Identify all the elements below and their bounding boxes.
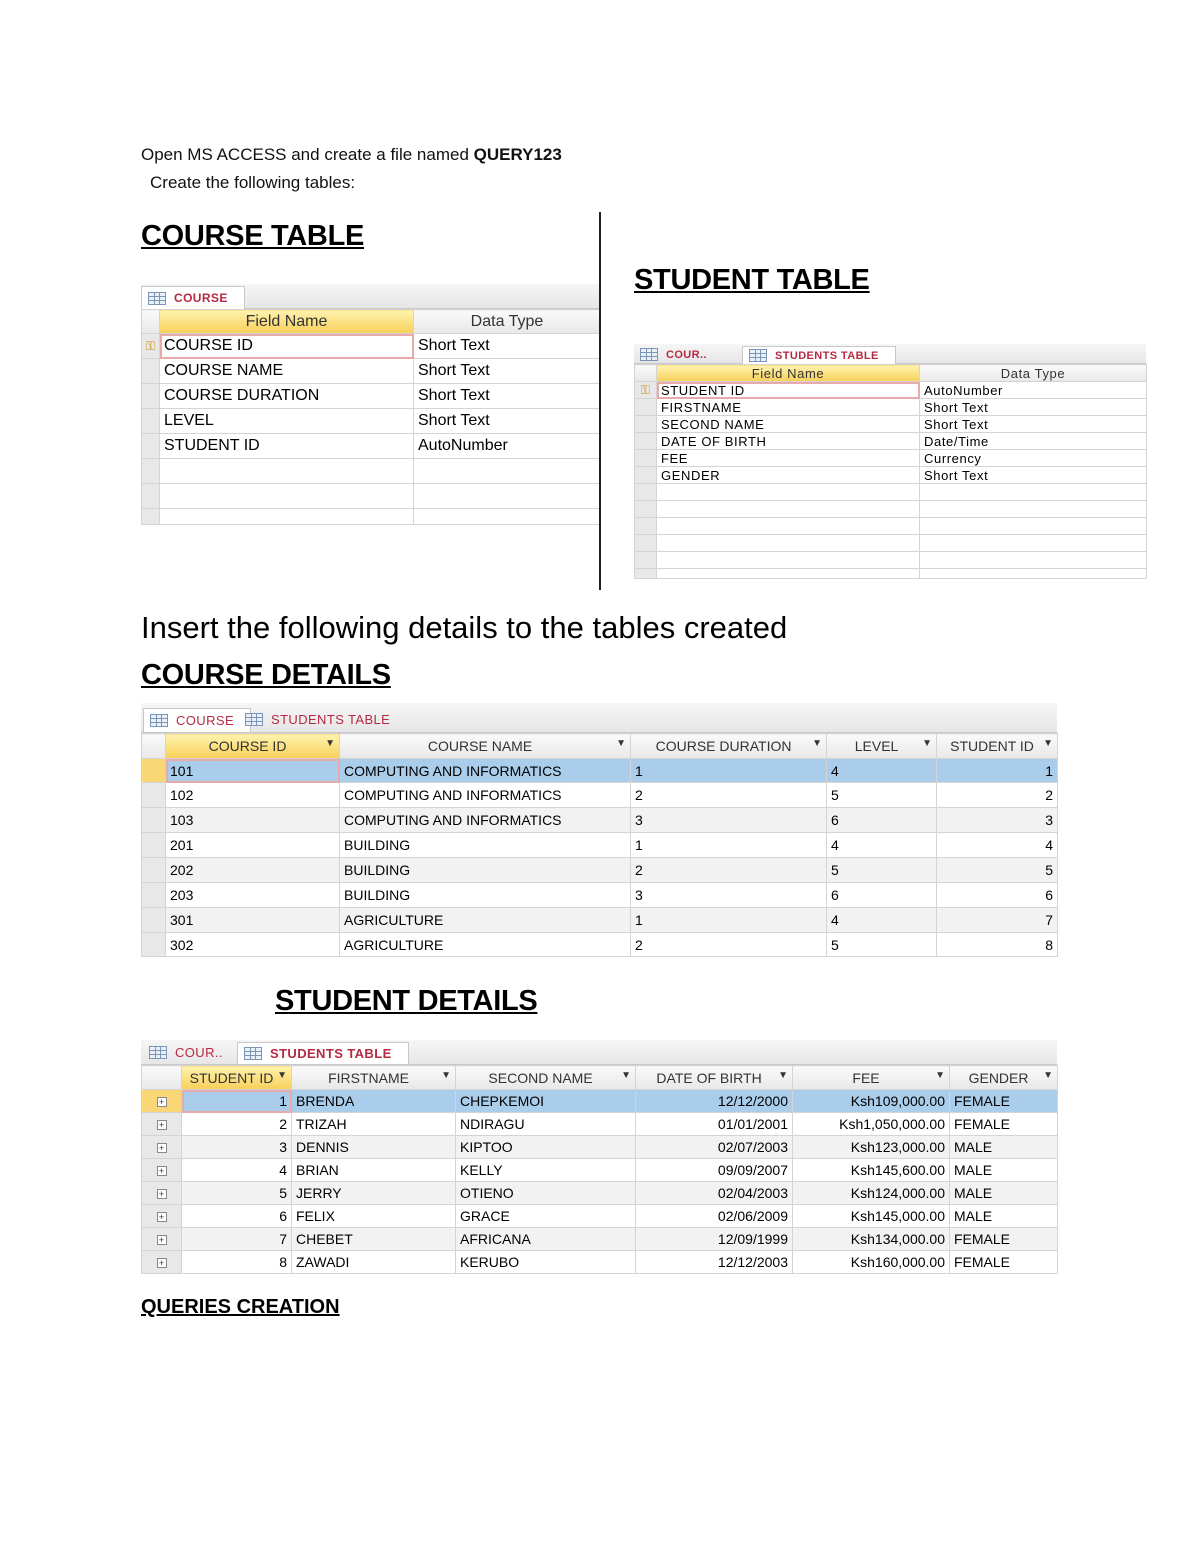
data-type-cell[interactable]: AutoNumber: [920, 382, 1147, 399]
cell-course-duration[interactable]: 1: [631, 759, 827, 783]
cell-student-id[interactable]: 1: [937, 759, 1058, 783]
row-selector[interactable]: [635, 450, 657, 467]
cell-course-name[interactable]: BUILDING: [340, 833, 631, 858]
cell-date-of-birth[interactable]: 01/01/2001: [636, 1113, 793, 1136]
cell-second-name[interactable]: OTIENO: [456, 1182, 636, 1205]
tab-students-table[interactable]: [237, 1042, 409, 1064]
cell-fee[interactable]: Ksh145,600.00: [793, 1159, 950, 1182]
cell-student-id[interactable]: 4: [182, 1159, 292, 1182]
field-name-cell[interactable]: SECOND NAME: [657, 416, 920, 433]
row-selector[interactable]: [635, 484, 657, 501]
cell-gender[interactable]: MALE: [950, 1136, 1058, 1159]
cell-level[interactable]: 4: [827, 908, 937, 933]
cell-student-id[interactable]: 2: [182, 1113, 292, 1136]
cell-course-duration[interactable]: 3: [631, 883, 827, 908]
empty-cell[interactable]: [414, 509, 601, 525]
cell-student-id[interactable]: 1: [182, 1090, 292, 1113]
expand-icon[interactable]: +: [157, 1097, 167, 1107]
empty-cell[interactable]: [657, 569, 920, 579]
cell-second-name[interactable]: CHEPKEMOI: [456, 1090, 636, 1113]
cell-student-id[interactable]: 8: [937, 933, 1058, 957]
row-selector[interactable]: [635, 433, 657, 450]
row-selector[interactable]: [635, 399, 657, 416]
cell-fee[interactable]: Ksh160,000.00: [793, 1251, 950, 1274]
cell-fee[interactable]: Ksh109,000.00: [793, 1090, 950, 1113]
cell-gender[interactable]: MALE: [950, 1159, 1058, 1182]
row-selector[interactable]: [142, 1090, 182, 1113]
row-selector[interactable]: [635, 518, 657, 535]
cell-student-id[interactable]: 8: [182, 1251, 292, 1274]
field-name-cell[interactable]: DATE OF BIRTH: [657, 433, 920, 450]
empty-cell[interactable]: [657, 484, 920, 501]
row-selector[interactable]: [142, 1113, 182, 1136]
cell-gender[interactable]: FEMALE: [950, 1090, 1058, 1113]
file-name: QUERY123: [473, 145, 562, 164]
cell-student-id[interactable]: 3: [182, 1136, 292, 1159]
field-name-cell[interactable]: STUDENT ID: [657, 382, 920, 399]
cell-date-of-birth[interactable]: 12/12/2003: [636, 1251, 793, 1274]
table-row[interactable]: [142, 908, 1058, 933]
row-selector[interactable]: [142, 384, 160, 409]
cell-date-of-birth[interactable]: 02/07/2003: [636, 1136, 793, 1159]
empty-cell[interactable]: [160, 484, 414, 509]
cell-second-name[interactable]: KELLY: [456, 1159, 636, 1182]
empty-cell[interactable]: [920, 518, 1147, 535]
column-header-second-name[interactable]: [456, 1066, 636, 1090]
empty-cell[interactable]: [920, 552, 1147, 569]
table-row[interactable]: [142, 1113, 1058, 1136]
row-selector[interactable]: [635, 467, 657, 484]
empty-cell[interactable]: [657, 535, 920, 552]
expand-icon[interactable]: +: [157, 1212, 167, 1222]
cell-gender[interactable]: FEMALE: [950, 1113, 1058, 1136]
corner-cell[interactable]: [142, 734, 166, 759]
tab-course[interactable]: [143, 1042, 239, 1063]
header-label: COURSE ID: [208, 738, 287, 754]
row-selector[interactable]: [142, 933, 166, 957]
dropdown-arrow-icon[interactable]: ▼: [441, 1069, 451, 1081]
table-row[interactable]: [142, 1182, 1058, 1205]
cell-firstname[interactable]: TRIZAH: [292, 1113, 456, 1136]
cell-course-duration[interactable]: 1: [631, 908, 827, 933]
field-name-cell[interactable]: COURSE NAME: [160, 359, 414, 384]
header-label: STUDENT ID: [189, 1069, 274, 1086]
tab-label: COURSE: [174, 291, 228, 305]
column-header-data-type[interactable]: Data Type: [414, 310, 601, 334]
cell-fee[interactable]: Ksh145,000.00: [793, 1205, 950, 1228]
cell-course-name[interactable]: AGRICULTURE: [340, 908, 631, 933]
cell-level[interactable]: 5: [827, 933, 937, 957]
cell-date-of-birth[interactable]: 02/06/2009: [636, 1205, 793, 1228]
tab-students-table[interactable]: [742, 346, 896, 364]
table-icon: [640, 348, 658, 361]
queries-heading: QUERIES CREATION: [141, 1296, 340, 1318]
tab-label: STUDENTS TABLE: [271, 712, 391, 727]
dropdown-arrow-icon[interactable]: ▼: [1043, 738, 1053, 749]
empty-cell[interactable]: [657, 518, 920, 535]
course-design-grid: [141, 309, 601, 525]
empty-cell[interactable]: [920, 484, 1147, 501]
cell-course-name[interactable]: COMPUTING AND INFORMATICS: [340, 808, 631, 833]
field-name-cell[interactable]: FIRSTNAME: [657, 399, 920, 416]
cell-firstname[interactable]: ZAWADI: [292, 1251, 456, 1274]
cell-student-id[interactable]: 3: [937, 808, 1058, 833]
corner-cell: [635, 365, 657, 382]
course-tab-strip: [141, 284, 600, 309]
tab-label: STUDENTS TABLE: [775, 349, 879, 362]
row-selector[interactable]: [635, 569, 657, 579]
column-header-course-id[interactable]: [166, 734, 340, 759]
field-name-cell[interactable]: COURSE ID: [160, 334, 414, 359]
cell-level[interactable]: 4: [827, 759, 937, 783]
cell-second-name[interactable]: KERUBO: [456, 1251, 636, 1274]
header-label: COURSE DURATION: [655, 738, 792, 754]
cell-fee[interactable]: Ksh134,000.00: [793, 1228, 950, 1251]
row-selector[interactable]: [142, 759, 166, 783]
intro-text: Open MS ACCESS and create a file named: [141, 145, 474, 164]
table-row[interactable]: [142, 1205, 1058, 1228]
cell-course-duration[interactable]: 2: [631, 783, 827, 808]
table-icon: [148, 292, 166, 305]
field-name-cell[interactable]: STUDENT ID: [160, 434, 414, 459]
row-selector[interactable]: [142, 1205, 182, 1228]
row-selector[interactable]: [142, 409, 160, 434]
data-type-cell[interactable]: Short Text: [414, 334, 601, 359]
header-label: FIRSTNAME: [328, 1069, 409, 1086]
student-design-grid: [634, 364, 1147, 579]
tab-label: STUDENTS TABLE: [270, 1046, 392, 1061]
empty-cell[interactable]: [920, 569, 1147, 579]
table-icon: [149, 1046, 167, 1059]
dropdown-arrow-icon[interactable]: ▼: [277, 1069, 287, 1081]
row-selector[interactable]: [635, 416, 657, 433]
student-table-heading: STUDENT TABLE: [634, 264, 870, 296]
expand-icon[interactable]: +: [157, 1258, 167, 1268]
tab-course[interactable]: [141, 286, 245, 309]
row-selector[interactable]: [142, 484, 160, 509]
course-details-heading: COURSE DETAILS: [141, 659, 391, 691]
expand-icon[interactable]: +: [157, 1120, 167, 1130]
row-selector[interactable]: [635, 501, 657, 518]
cell-course-duration[interactable]: 2: [631, 933, 827, 957]
column-header-student-id[interactable]: [182, 1066, 292, 1090]
cell-date-of-birth[interactable]: 09/09/2007: [636, 1159, 793, 1182]
student-datasheet: [141, 1040, 1057, 1274]
cell-date-of-birth[interactable]: 02/04/2003: [636, 1182, 793, 1205]
column-header-field-name[interactable]: Field Name: [657, 365, 920, 382]
cell-date-of-birth[interactable]: 12/09/1999: [636, 1228, 793, 1251]
table-row[interactable]: [142, 883, 1058, 908]
cell-course-id[interactable]: 301: [166, 908, 340, 933]
header-label: FEE: [852, 1069, 880, 1086]
student-details-heading: STUDENT DETAILS: [275, 985, 538, 1017]
empty-cell[interactable]: [414, 484, 601, 509]
student-datasheet-tab-strip: [141, 1040, 1057, 1065]
corner-cell: [142, 310, 160, 334]
cell-level[interactable]: 6: [827, 883, 937, 908]
row-selector[interactable]: [142, 1159, 182, 1182]
cell-fee[interactable]: Ksh124,000.00: [793, 1182, 950, 1205]
row-selector[interactable]: [142, 359, 160, 384]
column-header-date-of-birth[interactable]: [636, 1066, 793, 1090]
table-row[interactable]: [142, 1090, 1058, 1113]
cell-firstname[interactable]: FELIX: [292, 1205, 456, 1228]
cell-fee[interactable]: Ksh1,050,000.00: [793, 1113, 950, 1136]
cell-level[interactable]: 6: [827, 808, 937, 833]
cell-student-id[interactable]: 5: [937, 858, 1058, 883]
table-row[interactable]: [142, 1228, 1058, 1251]
column-header-fee[interactable]: [793, 1066, 950, 1090]
table-row[interactable]: [142, 1251, 1058, 1274]
field-name-cell[interactable]: FEE: [657, 450, 920, 467]
row-selector[interactable]: [142, 1182, 182, 1205]
row-selector[interactable]: [142, 509, 160, 525]
cell-course-duration[interactable]: 1: [631, 833, 827, 858]
student-details-grid: [141, 1065, 1058, 1274]
row-selector[interactable]: [142, 883, 166, 908]
dropdown-arrow-icon[interactable]: ▼: [778, 1069, 788, 1081]
intro-line-1: [141, 145, 562, 165]
cell-gender[interactable]: FEMALE: [950, 1228, 1058, 1251]
column-header-level[interactable]: [827, 734, 937, 759]
table-row[interactable]: [142, 1159, 1058, 1182]
cell-course-duration[interactable]: 3: [631, 808, 827, 833]
row-selector[interactable]: [142, 783, 166, 808]
cell-level[interactable]: 5: [827, 783, 937, 808]
header-label: COURSE NAME: [427, 738, 533, 754]
column-header-field-name[interactable]: Field Name: [160, 310, 414, 334]
cell-course-name[interactable]: AGRICULTURE: [340, 933, 631, 957]
tab-course[interactable]: [143, 708, 251, 732]
tab-students-table[interactable]: [239, 708, 406, 731]
column-header-course-duration[interactable]: [631, 734, 827, 759]
cell-date-of-birth[interactable]: 12/12/2000: [636, 1090, 793, 1113]
cell-level[interactable]: 5: [827, 858, 937, 883]
expand-icon[interactable]: +: [157, 1166, 167, 1176]
header-label: LEVEL: [854, 738, 899, 754]
data-type-cell[interactable]: Short Text: [920, 399, 1147, 416]
table-icon: [245, 713, 263, 726]
table-row[interactable]: [142, 833, 1058, 858]
row-selector[interactable]: [142, 858, 166, 883]
cell-course-name[interactable]: BUILDING: [340, 858, 631, 883]
cell-course-name[interactable]: COMPUTING AND INFORMATICS: [340, 783, 631, 808]
table-row[interactable]: [142, 1136, 1058, 1159]
cell-fee[interactable]: Ksh123,000.00: [793, 1136, 950, 1159]
data-type-cell[interactable]: Short Text: [414, 409, 601, 434]
row-selector[interactable]: [142, 1136, 182, 1159]
table-icon: [150, 714, 168, 727]
cell-student-id[interactable]: 6: [182, 1205, 292, 1228]
table-row[interactable]: [142, 858, 1058, 883]
cell-gender[interactable]: MALE: [950, 1182, 1058, 1205]
tab-course[interactable]: [634, 346, 723, 363]
primary-key-icon[interactable]: ⚿: [142, 334, 160, 359]
cell-gender[interactable]: FEMALE: [950, 1251, 1058, 1274]
expand-icon[interactable]: +: [157, 1143, 167, 1153]
cell-course-id[interactable]: 101: [166, 759, 340, 783]
empty-cell[interactable]: [920, 501, 1147, 518]
tab-label: COUR..: [666, 348, 707, 361]
tab-label: COUR..: [175, 1045, 223, 1060]
cell-course-name[interactable]: COMPUTING AND INFORMATICS: [340, 759, 631, 783]
empty-cell[interactable]: [414, 459, 601, 484]
data-type-cell[interactable]: Currency: [920, 450, 1147, 467]
cell-firstname[interactable]: DENNIS: [292, 1136, 456, 1159]
cell-course-id[interactable]: 202: [166, 858, 340, 883]
course-datasheet-tab-strip: [141, 703, 1057, 733]
cell-firstname[interactable]: BRENDA: [292, 1090, 456, 1113]
row-selector[interactable]: [142, 1228, 182, 1251]
row-selector[interactable]: [635, 535, 657, 552]
data-type-cell[interactable]: Short Text: [414, 359, 601, 384]
cell-student-id[interactable]: 6: [937, 883, 1058, 908]
header-label: STUDENT ID: [950, 738, 1034, 754]
cell-firstname[interactable]: BRIAN: [292, 1159, 456, 1182]
column-header-course-name[interactable]: [340, 734, 631, 759]
data-type-cell[interactable]: AutoNumber: [414, 434, 601, 459]
cell-second-name[interactable]: NDIRAGU: [456, 1113, 636, 1136]
cell-gender[interactable]: MALE: [950, 1205, 1058, 1228]
field-name-cell[interactable]: COURSE DURATION: [160, 384, 414, 409]
column-header-student-id[interactable]: [937, 734, 1058, 759]
dropdown-arrow-icon[interactable]: ▼: [922, 738, 932, 749]
table-icon: [244, 1047, 262, 1060]
dropdown-arrow-icon[interactable]: ▼: [621, 1069, 631, 1081]
cell-course-duration[interactable]: 2: [631, 858, 827, 883]
row-selector[interactable]: [142, 808, 166, 833]
cell-second-name[interactable]: AFRICANA: [456, 1228, 636, 1251]
table-row[interactable]: [142, 933, 1058, 957]
cell-course-id[interactable]: 203: [166, 883, 340, 908]
cell-student-id[interactable]: 2: [937, 783, 1058, 808]
cell-course-id[interactable]: 201: [166, 833, 340, 858]
row-selector[interactable]: [142, 908, 166, 933]
course-details-grid: [141, 733, 1058, 957]
row-selector[interactable]: [142, 833, 166, 858]
table-icon: [749, 349, 767, 362]
column-header-gender[interactable]: [950, 1066, 1058, 1090]
student-design-view: [634, 344, 1146, 579]
cell-course-name[interactable]: BUILDING: [340, 883, 631, 908]
data-type-cell[interactable]: Date/Time: [920, 433, 1147, 450]
cell-level[interactable]: 4: [827, 833, 937, 858]
empty-cell[interactable]: [160, 459, 414, 484]
cell-second-name[interactable]: GRACE: [456, 1205, 636, 1228]
tab-label: COURSE: [176, 713, 235, 728]
table-row[interactable]: [142, 783, 1058, 808]
header-label: DATE OF BIRTH: [656, 1069, 762, 1086]
field-name-cell[interactable]: LEVEL: [160, 409, 414, 434]
expand-icon[interactable]: +: [157, 1189, 167, 1199]
dropdown-arrow-icon[interactable]: ▼: [1043, 1069, 1053, 1081]
primary-key-icon[interactable]: ⚿: [635, 382, 657, 399]
table-row[interactable]: [142, 808, 1058, 833]
cell-course-id[interactable]: 102: [166, 783, 340, 808]
data-type-cell[interactable]: Short Text: [920, 467, 1147, 484]
header-label: GENDER: [968, 1069, 1029, 1086]
cell-course-id[interactable]: 302: [166, 933, 340, 957]
corner-cell[interactable]: [142, 1066, 182, 1090]
cell-student-id[interactable]: 7: [182, 1228, 292, 1251]
insert-heading: Insert the following details to the tables created: [141, 610, 788, 645]
empty-cell[interactable]: [920, 535, 1147, 552]
empty-cell[interactable]: [657, 501, 920, 518]
course-table-heading: COURSE TABLE: [141, 220, 365, 252]
table-row[interactable]: [142, 759, 1058, 783]
student-tab-strip: [634, 344, 1146, 364]
row-selector[interactable]: [635, 552, 657, 569]
column-header-data-type[interactable]: Data Type: [920, 365, 1147, 382]
data-type-cell[interactable]: Short Text: [920, 416, 1147, 433]
column-divider: [599, 212, 601, 590]
course-datasheet: [141, 703, 1057, 957]
row-selector[interactable]: [142, 1251, 182, 1274]
cell-firstname[interactable]: JERRY: [292, 1182, 456, 1205]
dropdown-arrow-icon[interactable]: ▼: [325, 738, 335, 749]
cell-course-id[interactable]: 103: [166, 808, 340, 833]
expand-icon[interactable]: +: [157, 1235, 167, 1245]
dropdown-arrow-icon[interactable]: ▼: [935, 1069, 945, 1081]
column-header-firstname[interactable]: [292, 1066, 456, 1090]
course-design-view: [141, 284, 600, 525]
cell-student-id[interactable]: 7: [937, 908, 1058, 933]
dropdown-arrow-icon[interactable]: ▼: [616, 738, 626, 749]
data-type-cell[interactable]: Short Text: [414, 384, 601, 409]
dropdown-arrow-icon[interactable]: ▼: [812, 738, 822, 749]
cell-second-name[interactable]: KIPTOO: [456, 1136, 636, 1159]
header-label: SECOND NAME: [488, 1069, 593, 1086]
field-name-cell[interactable]: GENDER: [657, 467, 920, 484]
empty-cell[interactable]: [657, 552, 920, 569]
intro-line-2: Create the following tables:: [150, 173, 356, 192]
cell-student-id[interactable]: 4: [937, 833, 1058, 858]
cell-student-id[interactable]: 5: [182, 1182, 292, 1205]
empty-cell[interactable]: [160, 509, 414, 525]
cell-firstname[interactable]: CHEBET: [292, 1228, 456, 1251]
row-selector[interactable]: [142, 459, 160, 484]
row-selector[interactable]: [142, 434, 160, 459]
